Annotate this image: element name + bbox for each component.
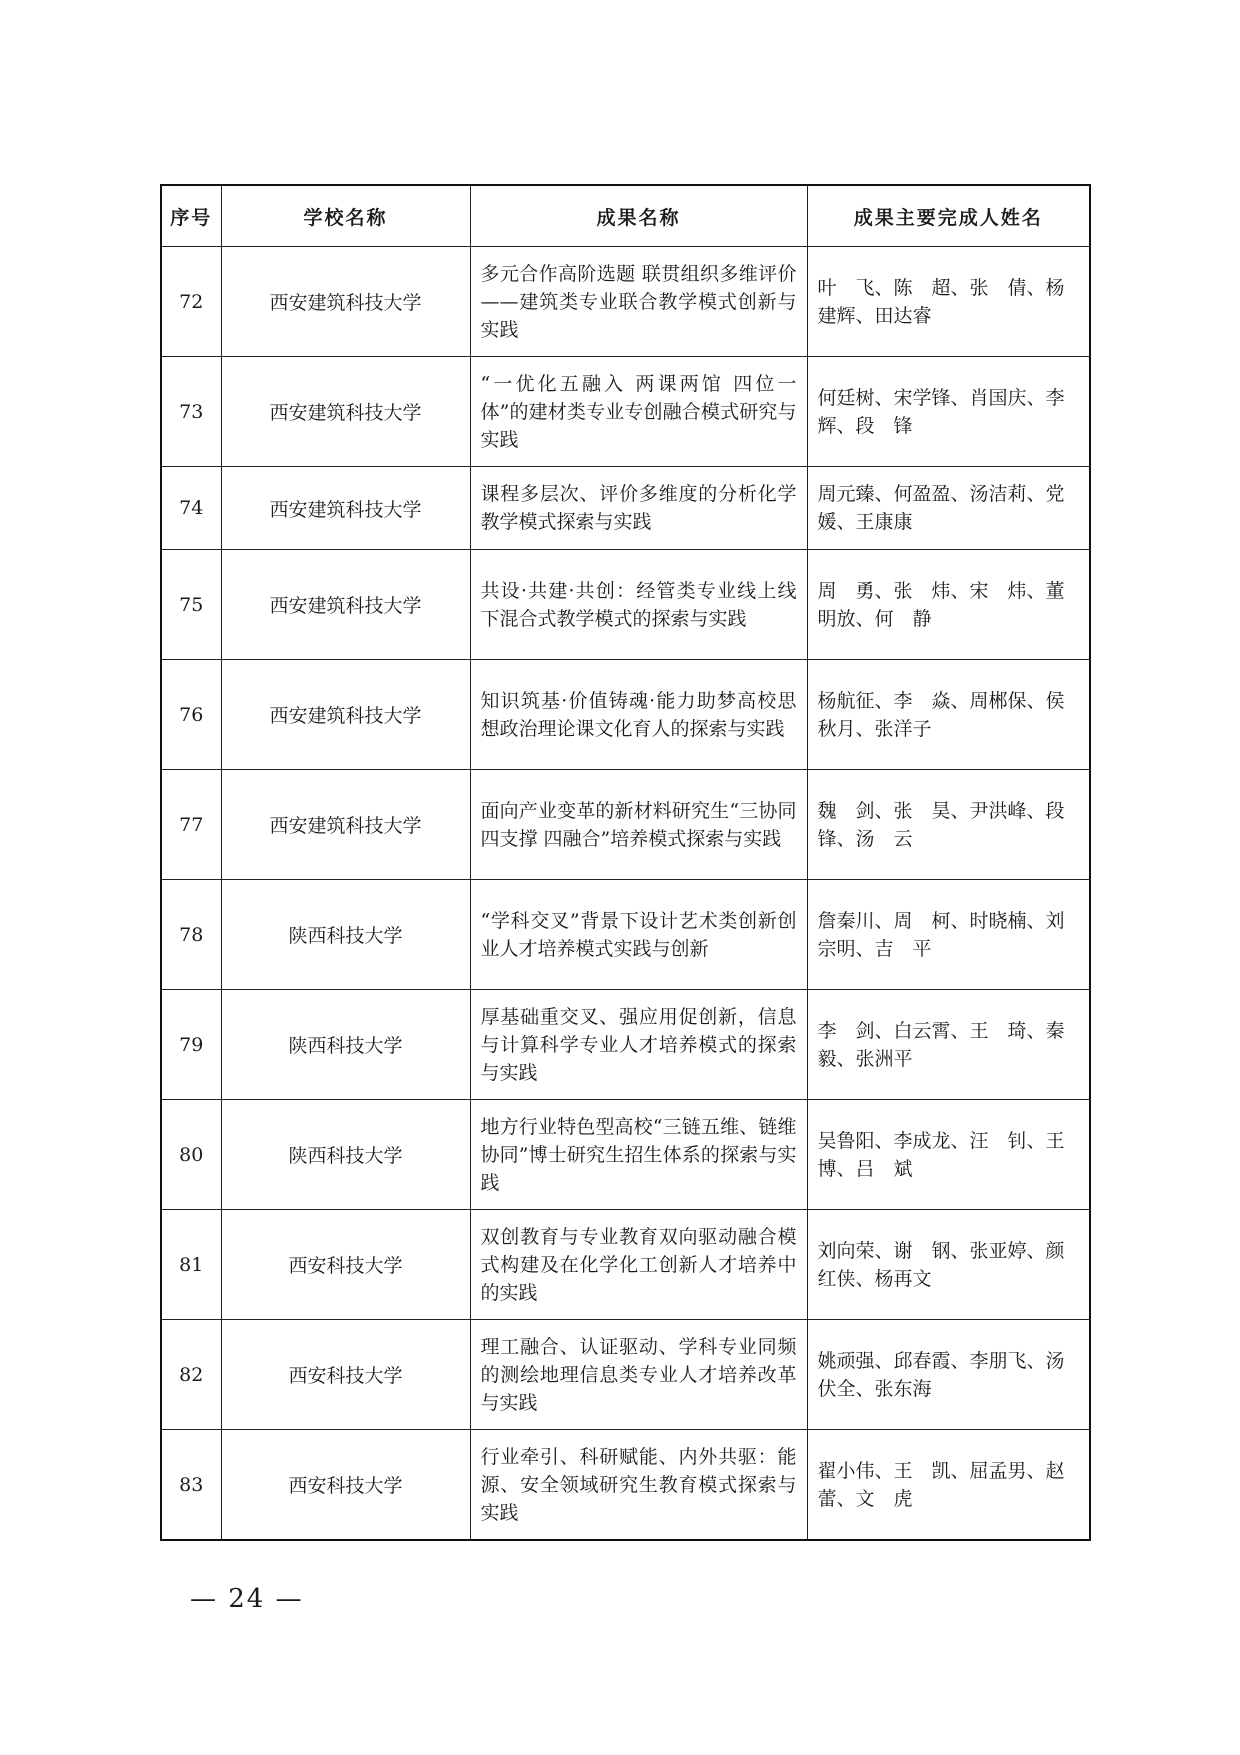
row-serial-number: 73 (161, 357, 221, 467)
table-row (161, 660, 1090, 770)
row-contributors: 翟小伟、王 凯、屈孟男、赵 蕾、文 虎 (807, 1430, 1090, 1541)
row-achievement-title: 多元合作高阶选题 联贯组织多维评价——建筑类专业联合教学模式创新与实践 (470, 247, 807, 357)
row-achievement-title: 厚基础重交叉、强应用促创新，信息与计算科学专业人才培养模式的探索与实践 (470, 990, 807, 1100)
table-row (161, 550, 1090, 660)
row-school-name: 西安建筑科技大学 (221, 467, 470, 550)
row-serial-number: 80 (161, 1100, 221, 1210)
table-row (161, 357, 1090, 467)
row-serial-number: 82 (161, 1320, 221, 1430)
achievement-table (160, 184, 1091, 1541)
header-main-contributors: 成果主要完成人姓名 (807, 185, 1090, 247)
row-school-name: 西安建筑科技大学 (221, 247, 470, 357)
table-row (161, 880, 1090, 990)
row-contributors: 詹秦川、周 柯、时晓楠、刘宗明、吉 平 (807, 880, 1090, 990)
row-school-name: 西安建筑科技大学 (221, 770, 470, 880)
row-serial-number: 75 (161, 550, 221, 660)
table-header-row (161, 185, 1090, 247)
row-school-name: 西安科技大学 (221, 1210, 470, 1320)
row-achievement-title: 地方行业特色型高校“三链五维、链维协同”博士研究生招生体系的探索与实践 (470, 1100, 807, 1210)
row-contributors: 杨航征、李 焱、周郴保、侯秋月、张洋子 (807, 660, 1090, 770)
row-contributors: 李 剑、白云霄、王 琦、秦 毅、张洲平 (807, 990, 1090, 1100)
page-number: — 24 — (190, 1584, 304, 1614)
row-achievement-title: 双创教育与专业教育双向驱动融合模式构建及在化学化工创新人才培养中的实践 (470, 1210, 807, 1320)
row-contributors: 刘向荣、谢 钢、张亚婷、颜红侠、杨再文 (807, 1210, 1090, 1320)
header-serial-number: 序号 (161, 185, 221, 247)
row-achievement-title: “一优化五融入 两课两馆 四位一体”的建材类专业专创融合模式研究与实践 (470, 357, 807, 467)
row-achievement-title: 课程多层次、评价多维度的分析化学教学模式探索与实践 (470, 467, 807, 550)
table-row (161, 1430, 1090, 1541)
row-school-name: 陕西科技大学 (221, 880, 470, 990)
row-school-name: 西安建筑科技大学 (221, 660, 470, 770)
row-contributors: 周 勇、张 炜、宋 炜、董明放、何 静 (807, 550, 1090, 660)
row-achievement-title: 面向产业变革的新材料研究生“三协同 四支撑 四融合”培养模式探索与实践 (470, 770, 807, 880)
row-achievement-title: 共设·共建·共创：经管类专业线上线下混合式教学模式的探索与实践 (470, 550, 807, 660)
row-contributors: 吴鲁阳、李成龙、汪 钊、王 博、吕 斌 (807, 1100, 1090, 1210)
row-school-name: 西安建筑科技大学 (221, 550, 470, 660)
row-school-name: 陕西科技大学 (221, 1100, 470, 1210)
header-school-name: 学校名称 (221, 185, 470, 247)
table-row (161, 1210, 1090, 1320)
table-row (161, 247, 1090, 357)
row-school-name: 陕西科技大学 (221, 990, 470, 1100)
row-serial-number: 81 (161, 1210, 221, 1320)
row-achievement-title: “学科交叉”背景下设计艺术类创新创业人才培养模式实践与创新 (470, 880, 807, 990)
table-row (161, 467, 1090, 550)
table-row (161, 1320, 1090, 1430)
row-serial-number: 77 (161, 770, 221, 880)
row-achievement-title: 理工融合、认证驱动、学科专业同频的测绘地理信息类专业人才培养改革与实践 (470, 1320, 807, 1430)
row-serial-number: 72 (161, 247, 221, 357)
achievement-table-container (160, 184, 1089, 1541)
row-achievement-title: 行业牵引、科研赋能、内外共驱：能源、安全领域研究生教育模式探索与实践 (470, 1430, 807, 1541)
row-contributors: 魏 剑、张 昊、尹洪峰、段 锋、汤 云 (807, 770, 1090, 880)
table-row (161, 1100, 1090, 1210)
row-contributors: 何廷树、宋学锋、肖国庆、李 辉、段 锋 (807, 357, 1090, 467)
table-row (161, 990, 1090, 1100)
row-school-name: 西安科技大学 (221, 1430, 470, 1541)
row-contributors: 叶 飞、陈 超、张 倩、杨建辉、田达睿 (807, 247, 1090, 357)
row-school-name: 西安建筑科技大学 (221, 357, 470, 467)
row-school-name: 西安科技大学 (221, 1320, 470, 1430)
row-serial-number: 76 (161, 660, 221, 770)
row-contributors: 姚顽强、邱春霞、李朋飞、汤伏全、张东海 (807, 1320, 1090, 1430)
row-serial-number: 79 (161, 990, 221, 1100)
row-serial-number: 74 (161, 467, 221, 550)
row-achievement-title: 知识筑基·价值铸魂·能力助梦高校思想政治理论课文化育人的探索与实践 (470, 660, 807, 770)
header-achievement-name: 成果名称 (470, 185, 807, 247)
table-row (161, 770, 1090, 880)
row-serial-number: 78 (161, 880, 221, 990)
row-contributors: 周元臻、何盈盈、汤洁莉、党 媛、王康康 (807, 467, 1090, 550)
row-serial-number: 83 (161, 1430, 221, 1541)
